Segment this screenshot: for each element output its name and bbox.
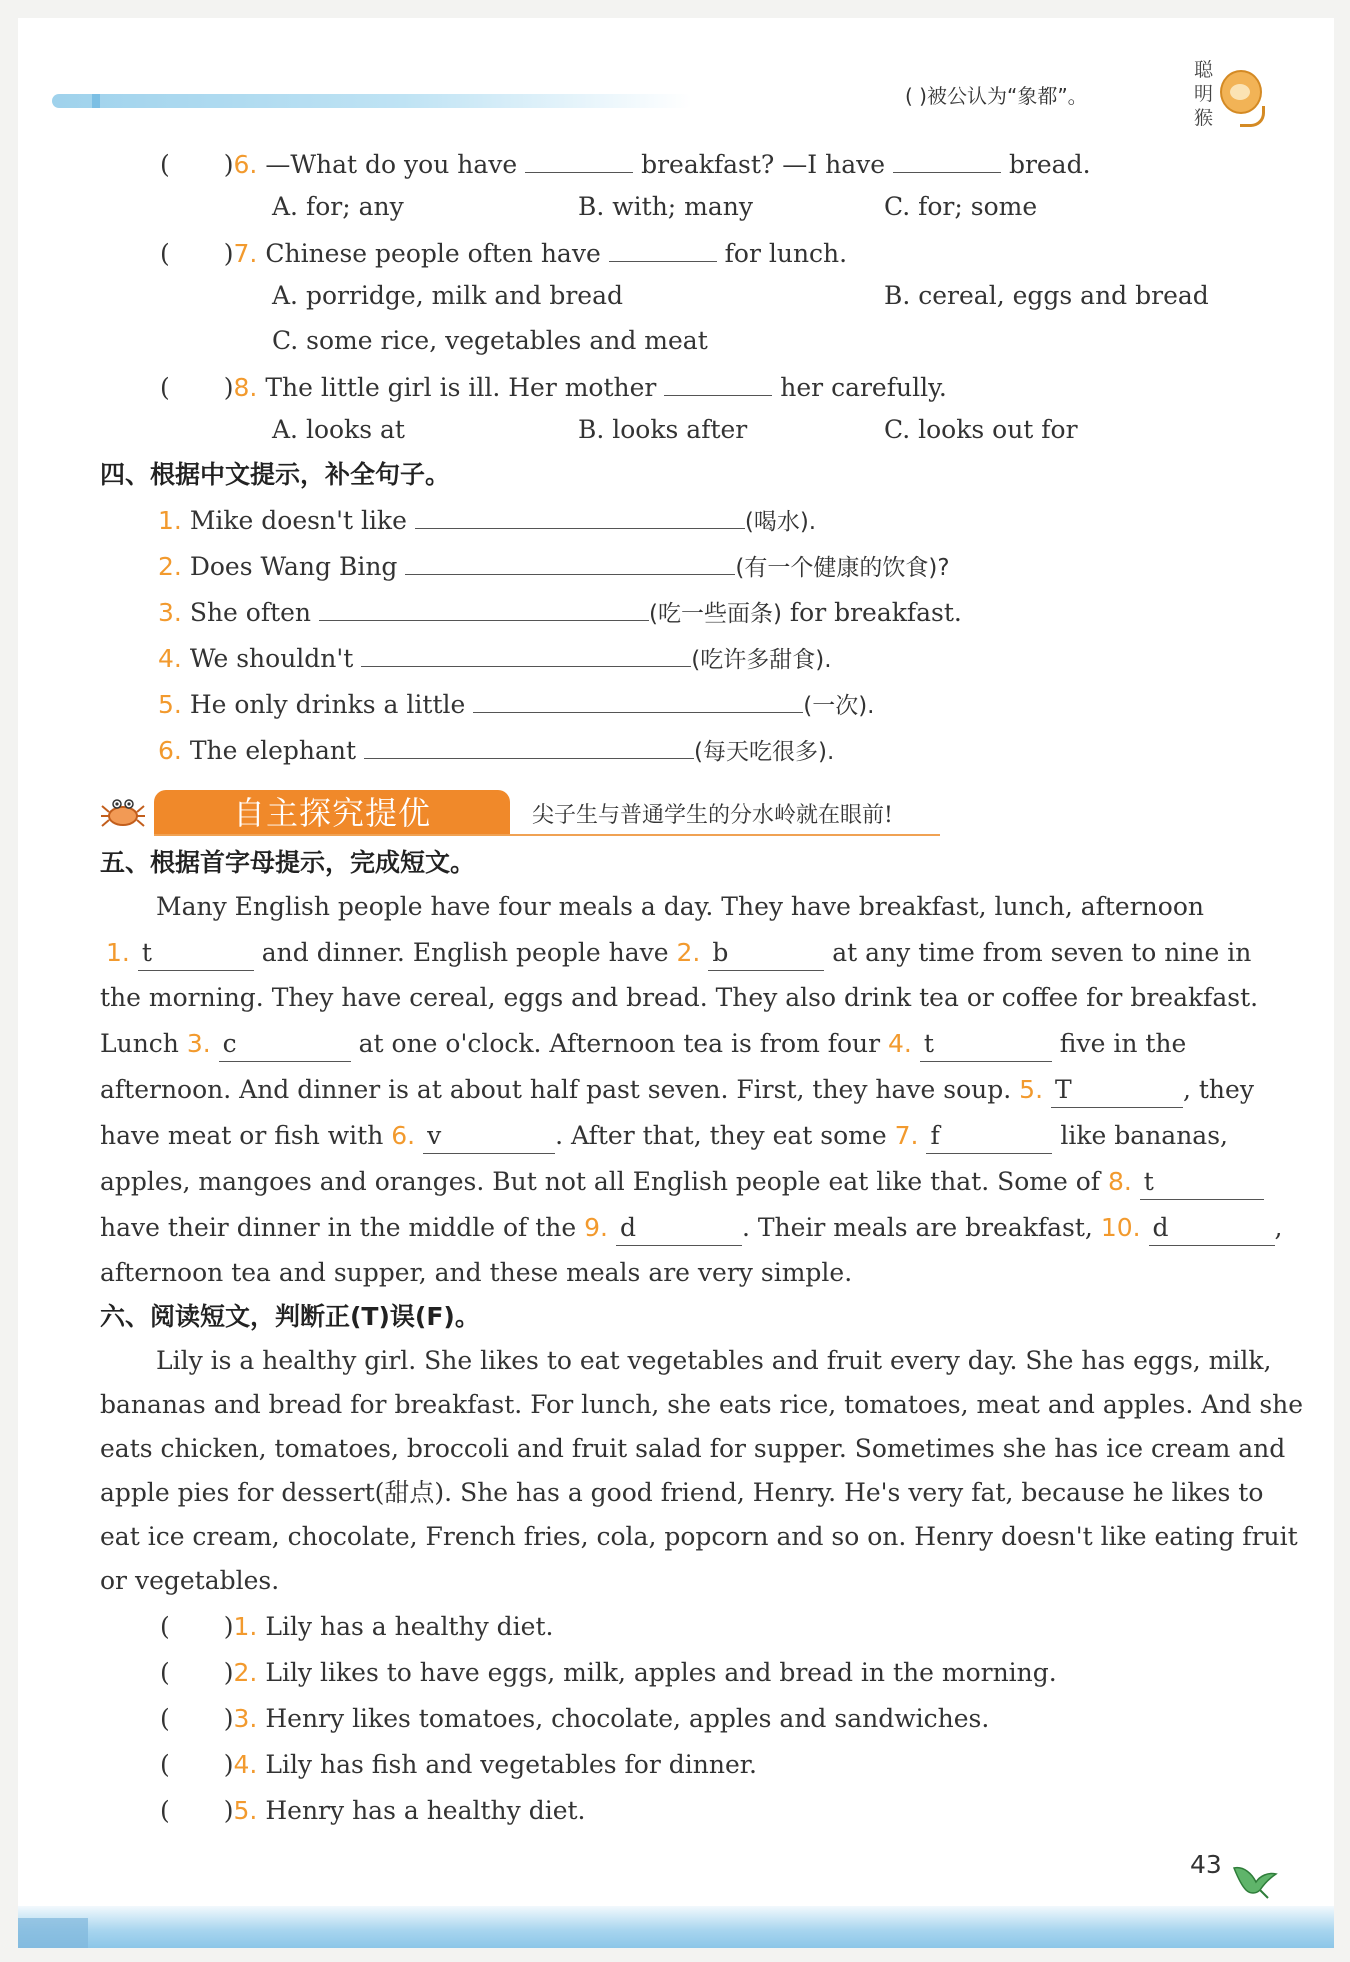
banner-title: 自主探究提优 <box>232 794 431 832</box>
logo-text: 聪明猴 <box>1194 59 1214 129</box>
bottom-decor-accent <box>18 1918 88 1948</box>
tf-item-5: ( )5. Henry has a healthy diet. <box>160 1796 586 1825</box>
cloze-blank-5[interactable]: T <box>1051 1073 1183 1108</box>
completion-item-3: 3. She often (吃一些面条) for breakfast. <box>158 594 962 631</box>
cloze-blank-9[interactable]: d <box>616 1211 742 1246</box>
cloze-line-2: 1. t and dinner. English people have 2. b at any time from seven to nine in <box>106 936 1251 971</box>
mc-question-6: ( )6. —What do you have breakfast? —I have bread. <box>160 146 1091 182</box>
tf-item-3: ( )3. Henry likes tomatoes, chocolate, apples and sandwiches. <box>160 1704 990 1733</box>
cloze-line-6: have meat or fish with 6. v . After that, they eat some 7. f like bananas, <box>100 1119 1228 1154</box>
cloze-line-7: apples, mangoes and oranges. But not all English people eat like that. Some of 8. t <box>100 1165 1264 1200</box>
page-number: 43 <box>1190 1850 1222 1879</box>
completion-item-5: 5. He only drinks a little (一次). <box>158 686 875 723</box>
section-banner <box>100 790 893 836</box>
blank[interactable] <box>319 594 649 621</box>
passage-line: eat ice cream, chocolate, French fries, cola, popcorn and so on. Henry doesn't like eating fruit <box>100 1522 1298 1551</box>
section-5-title: 五、根据首字母提示，完成短文。 <box>100 848 476 877</box>
top-hint: ( )被公认为“象都”。 <box>905 84 1088 108</box>
blank[interactable] <box>525 146 633 173</box>
mc-option: C. for; some <box>884 192 1038 221</box>
tf-item-1: ( )1. Lily has a healthy diet. <box>160 1612 554 1641</box>
blank[interactable] <box>415 502 745 529</box>
mc-option: C. looks out for <box>884 415 1078 444</box>
crab-icon <box>100 796 146 828</box>
passage-line: eats chicken, tomatoes, broccoli and fruit salad for supper. Sometimes she has ice cream and <box>100 1434 1286 1463</box>
mc-option: B. looks after <box>578 415 748 444</box>
passage-line: bananas and bread for breakfast. For lunch, she eats rice, tomatoes, meat and apples. And she <box>100 1390 1304 1419</box>
cloze-blank-3[interactable]: c <box>219 1027 351 1062</box>
passage-line: apple pies for dessert(甜点). She has a good friend, Henry. He's very fat, because he likes to <box>100 1478 1264 1507</box>
cloze-blank-4[interactable]: t <box>920 1027 1052 1062</box>
blank[interactable] <box>361 640 691 667</box>
top-decor-band <box>52 94 692 108</box>
blank[interactable] <box>473 686 803 713</box>
cloze-line-3: the morning. They have cereal, eggs and bread. They also drink tea or coffee for breakfast. <box>100 983 1259 1012</box>
cloze-line-1: Many English people have four meals a day. They have breakfast, lunch, afternoon <box>156 892 1204 921</box>
cloze-blank-6[interactable]: v <box>423 1119 555 1154</box>
blank[interactable] <box>609 235 717 262</box>
bottom-decor-band <box>18 1906 1334 1948</box>
mc-option: A. looks at <box>272 415 405 444</box>
passage-line: Lily is a healthy girl. She likes to eat vegetables and fruit every day. She has eggs, milk, <box>156 1346 1272 1375</box>
tf-item-2: ( )2. Lily likes to have eggs, milk, apples and bread in the morning. <box>160 1658 1057 1687</box>
blank[interactable] <box>364 732 694 759</box>
cloze-blank-2[interactable]: b <box>708 936 824 971</box>
banner-tab <box>154 790 510 834</box>
mc-question-7: ( )7. Chinese people often have for lunch. <box>160 235 847 271</box>
mc-option: A. porridge, milk and bread <box>272 281 624 310</box>
mc-option: B. with; many <box>578 192 754 221</box>
cloze-line-5: afternoon. And dinner is at about half past seven. First, they have soup. 5. T , they <box>100 1073 1254 1108</box>
cloze-line-9: afternoon tea and supper, and these meals are very simple. <box>100 1258 853 1287</box>
mc-option: B. cereal, eggs and bread <box>884 281 1209 310</box>
monkey-logo-icon <box>1190 58 1264 128</box>
completion-item-2: 2. Does Wang Bing (有一个健康的饮食)? <box>158 548 950 585</box>
bird-icon <box>1230 1860 1280 1900</box>
mc-option: C. some rice, vegetables and meat <box>272 326 708 355</box>
section-4-title: 四、根据中文提示，补全句子。 <box>100 460 451 489</box>
blank[interactable] <box>405 548 735 575</box>
cloze-blank-1[interactable]: t <box>138 936 254 971</box>
cloze-line-8: have their dinner in the middle of the 9. d . Their meals are breakfast, 10. d , <box>100 1211 1282 1246</box>
cloze-blank-7[interactable]: f <box>926 1119 1052 1154</box>
completion-item-1: 1. Mike doesn't like (喝水). <box>158 502 816 539</box>
cloze-line-4: Lunch 3. c at one o'clock. Afternoon tea is from four 4. t five in the <box>100 1027 1186 1062</box>
cloze-blank-10[interactable]: d <box>1149 1211 1275 1246</box>
banner-slogan: 尖子生与普通学生的分水岭就在眼前! <box>532 803 893 828</box>
cloze-blank-8[interactable]: t <box>1140 1165 1264 1200</box>
completion-item-6: 6. The elephant (每天吃很多). <box>158 732 834 769</box>
tf-item-4: ( )4. Lily has fish and vegetables for dinner. <box>160 1750 757 1779</box>
blank[interactable] <box>893 146 1001 173</box>
banner-rule <box>154 834 940 836</box>
section-6-title: 六、阅读短文，判断正(T)误(F)。 <box>100 1302 480 1331</box>
top-decor-tick <box>92 94 100 108</box>
passage-line: or vegetables. <box>100 1566 280 1595</box>
mc-option: A. for; any <box>272 192 404 221</box>
completion-item-4: 4. We shouldn't (吃许多甜食). <box>158 640 832 677</box>
blank[interactable] <box>664 369 772 396</box>
mc-question-8: ( )8. The little girl is ill. Her mother her carefully. <box>160 369 947 405</box>
